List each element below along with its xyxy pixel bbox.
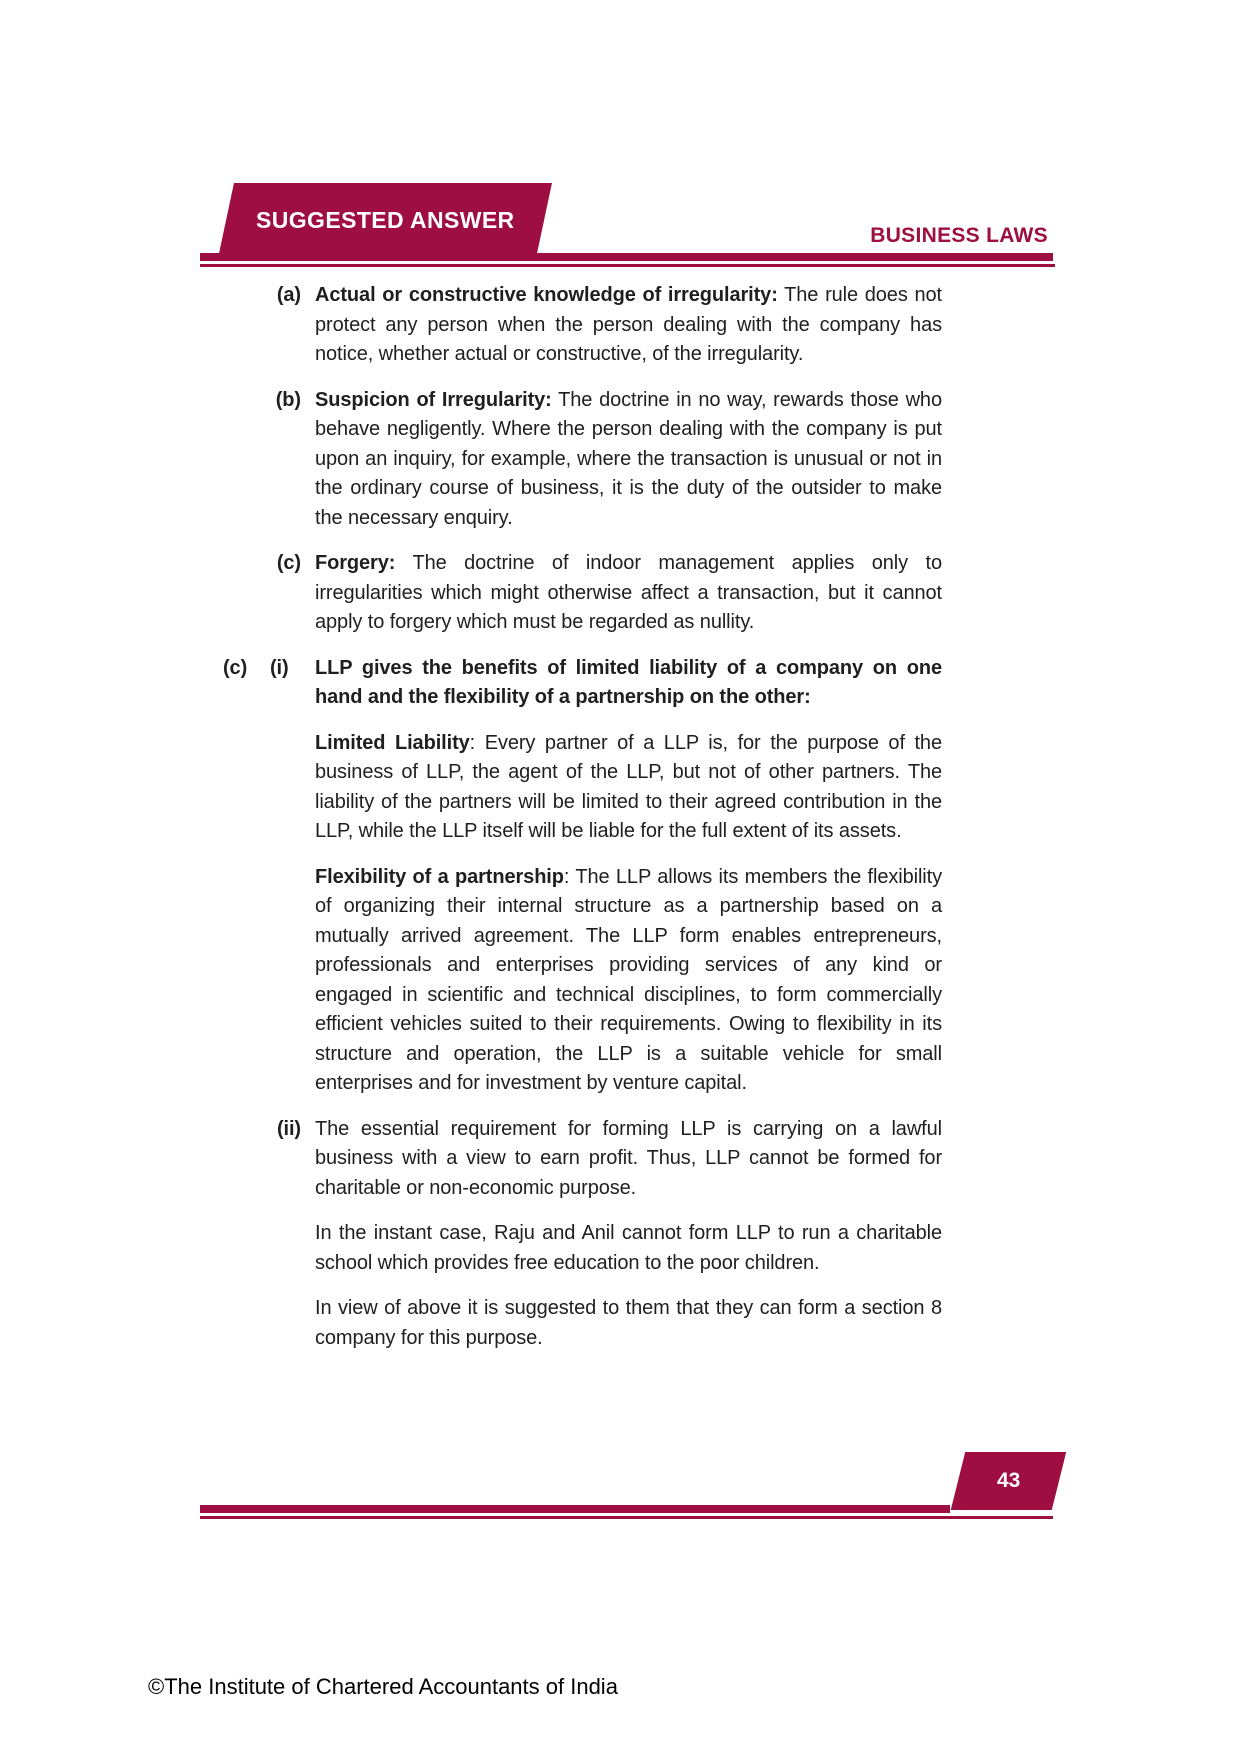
item-a-label: (a) xyxy=(276,284,301,306)
limited-liability-body: Every partner of a LLP is, for the purpose of the business of LLP, the agent of the LLP, but not of other partners. The liability of the partners will be limited to their agreed contribution in the LLP, while the LLP itself will be liable for the full extent of its assets. xyxy=(315,731,942,842)
heading-inner-label: (i) xyxy=(270,656,289,679)
item-c-label: (c) xyxy=(276,552,301,574)
flexibility-body: The LLP allows its members the flexibility of organizing their internal structure as a partnership based on a mutually arrived agreement. The LLP form enables entrepreneurs, professionals and enterprises providing services of any kind or engaged in scientific and technical disciplines, to form commercially efficient vehicles suited to their requirements. Owing to flexibility in its structure and operation, the LLP is a suitable vehicle for small enterprises and for investment by venture capital. xyxy=(315,865,942,1094)
answer-item-a xyxy=(200,281,942,370)
flexibility-sep: : xyxy=(563,865,570,888)
item-a-body: The rule does not protect any person when the person dealing with the company has notice, whether actual or constructive, of the irregularity. xyxy=(315,284,942,365)
flexibility-lead: Flexibility of a partnership xyxy=(315,865,564,888)
copyright-text: ©The Institute of Chartered Accountants of India xyxy=(148,1674,618,1699)
limited-liability-lead: Limited Liability xyxy=(315,731,470,754)
item-c-body: The doctrine of indoor management applies only to irregularities which might otherwise affect a transaction, but it cannot apply to forgery which must be regarded as nullity. xyxy=(315,552,942,633)
instant-case-paragraph xyxy=(200,1219,942,1278)
answer-content xyxy=(200,281,942,1369)
flexibility-paragraph xyxy=(200,863,942,1099)
section8-paragraph xyxy=(200,1294,942,1353)
answer-item-b xyxy=(200,386,942,534)
item-c-lead: Forgery: xyxy=(315,552,396,574)
footer-rule-thin xyxy=(200,1516,1053,1519)
header-rule-thin xyxy=(200,264,1055,267)
heading-outer-label: (c) xyxy=(223,656,248,679)
answer-item-ii xyxy=(200,1115,942,1204)
item-a-lead: Actual or constructive knowledge of irregularity: xyxy=(315,284,778,306)
item-b-body: The doctrine in no way, rewards those who behave negligently. Where the person dealing with the company is put upon an inquiry, for example, where the transaction is unusual or not in the ordinary course of business, it is the duty of the outsider to make the necessary enquiry. xyxy=(315,388,942,529)
heading-text: LLP gives the benefits of limited liability of a company on one hand and the flexibility of a partnership on the other: xyxy=(315,656,942,708)
item-b-text xyxy=(315,386,942,534)
limited-liability-text xyxy=(315,729,942,847)
item-b-label: (b) xyxy=(275,388,301,411)
flexibility-text xyxy=(315,863,942,1099)
item-ii-label: (ii) xyxy=(276,1117,301,1140)
banner-label: SUGGESTED ANSWER xyxy=(255,207,515,233)
item-c-text xyxy=(315,549,942,638)
answer-item-c-forgery xyxy=(200,549,942,638)
footer-rule-thick xyxy=(200,1505,950,1513)
limited-liability-paragraph xyxy=(200,729,942,847)
instant-case-text: In the instant case, Raju and Anil cannot form LLP to run a charitable school which provides free education to the poor children. xyxy=(315,1222,942,1274)
limited-liability-sep: : xyxy=(469,731,476,754)
subject-title: BUSINESS LAWS xyxy=(870,224,1048,247)
page-number-box xyxy=(951,1452,1066,1510)
page-number: 43 xyxy=(996,1469,1021,1492)
item-ii-text: The essential requirement for forming LLP is carrying on a lawful business with a view to earn profit. Thus, LLP cannot be formed for charitable or non-economic purpose. xyxy=(315,1117,942,1199)
section8-text: In view of above it is suggested to them that they can form a section 8 company for this purpose. xyxy=(315,1297,942,1349)
llp-heading xyxy=(200,654,942,713)
item-b-lead: Suspicion of Irregularity: xyxy=(315,388,552,411)
suggested-answer-banner xyxy=(218,183,552,258)
item-a-text xyxy=(315,281,942,370)
